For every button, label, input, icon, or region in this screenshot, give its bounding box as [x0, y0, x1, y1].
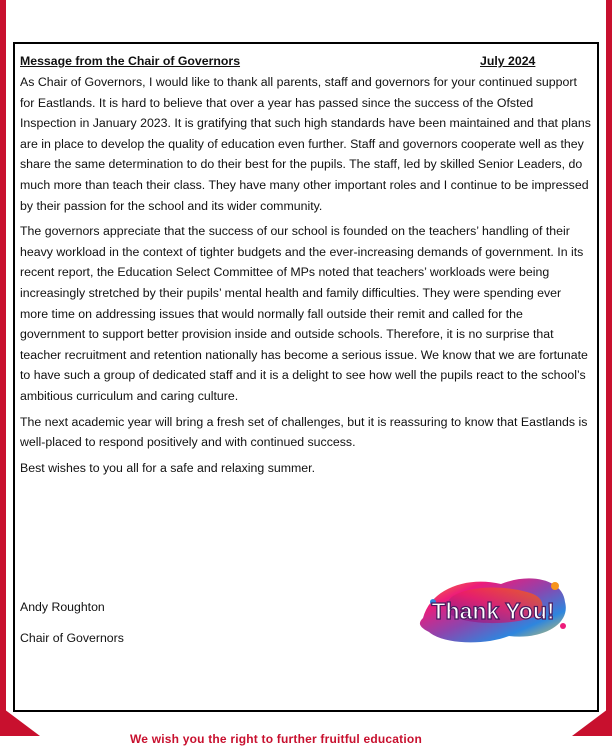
message-box	[13, 42, 599, 712]
paragraph-3: The next academic year will bring a fresh set of challenges, but it is reassuring to know that Eastlands is well-placed to respond positively and with continued success.	[20, 414, 588, 450]
message-title: Message from the Chair of Governors	[20, 54, 241, 68]
thank-you-text: Thank You!	[431, 598, 555, 624]
signatory-name: Andy Roughton	[20, 600, 105, 614]
signature-block	[20, 600, 124, 645]
red-border-right	[606, 0, 612, 736]
heading-row	[20, 54, 591, 68]
red-border-left	[0, 0, 6, 736]
footer-text: We wish you the right to further fruitful education	[130, 732, 422, 746]
message-date: July 2024	[480, 54, 536, 68]
signatory-role: Chair of Governors	[20, 631, 124, 645]
paragraph-2: The governors appreciate that the success of our school is founded on the teachers’ handling of their heavy workload in the context of tighter budgets and the ever-increasing demands of government. In its recent report, the Education Select Committee of MPs noted that teachers’ workloads were being increasingly stretched by their pupils’ mental health and family difficulties. They were spending ever more time on addressing issues that would normally fall outside their remit and called for the government to support better provision inside and outside schools. Therefore, it is no surprise that teacher recruitment and retention nationally has become a serious issue. We know that we are fortunate to have such a group of dedicated staff and it is a delight to see how well the pupils react to the school’s ambitious curriculum and caring culture.	[20, 224, 588, 403]
thank-you-graphic	[413, 566, 573, 648]
paragraph-4: Best wishes to you all for a safe and relaxing summer.	[20, 460, 316, 475]
paragraph-1: As Chair of Governors, I would like to thank all parents, staff and governors for your continued support for Eastlands. It is hard to believe that over a year has passed since the success of the Ofsted Inspection in January 2023. It is gratifying that such high standards have been maintained and that plans are in place to develop the quality of education even further. Staff and governors cooperate well as they share the same determination to do their best for the pupils. The staff, led by skilled Senior Leaders, do much more than teach their class. They have many other important roles and I continue to be impressed by their passion for the school and its wider community.	[20, 75, 591, 213]
